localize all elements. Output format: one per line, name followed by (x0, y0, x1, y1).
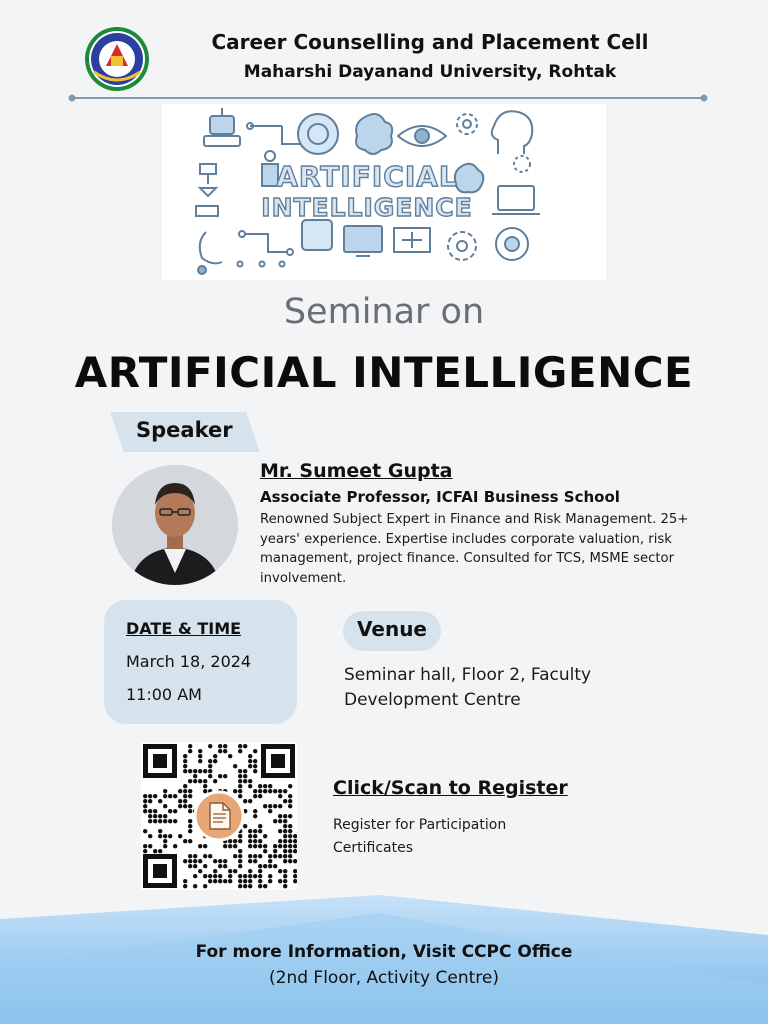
seminar-prefix: Seminar on (283, 292, 485, 332)
event-time: 11:00 AM (126, 685, 202, 704)
org-name: Career Counselling and Placement Cell (211, 30, 649, 54)
speaker-photo (112, 465, 238, 585)
speaker-name: Mr. Sumeet Gupta (260, 460, 453, 482)
banner-line2: INTELLIGENCE (261, 193, 473, 222)
document-icon (195, 792, 243, 840)
speaker-heading: Speaker (136, 418, 233, 442)
university-name: Maharshi Dayanand University, Rohtak (243, 62, 617, 82)
register-note: Register for Participation Certificates (333, 817, 507, 856)
register-link[interactable]: Click/Scan to Register (333, 777, 568, 799)
registration-qr-code[interactable] (141, 742, 297, 890)
footer-info: For more Information, Visit CCPC Office (195, 942, 573, 962)
venue-location: Seminar hall, Floor 2, Faculty Development Centre (344, 665, 592, 710)
chip-icon (298, 114, 338, 154)
header-divider (68, 94, 708, 102)
event-date: March 18, 2024 (126, 652, 252, 671)
university-logo (84, 26, 150, 92)
venue-heading: Venue (357, 617, 427, 641)
ai-banner-illustration (162, 104, 606, 280)
speaker-bio: Renowned Subject Expert in Finance and Risk Management. 25+ years' experience. Expertise includes corporate valuation, risk management, project finance. Consulted for TCS, MSME sector involvement. (260, 512, 689, 586)
date-time-heading: DATE & TIME (126, 619, 242, 638)
banner-line1: ARTIFICIAL (276, 160, 458, 193)
footer-location: (2nd Floor, Activity Centre) (269, 968, 499, 988)
seminar-title: ARTIFICIAL INTELLIGENCE (74, 348, 694, 397)
speaker-role: Associate Professor, ICFAI Business School (260, 488, 620, 506)
